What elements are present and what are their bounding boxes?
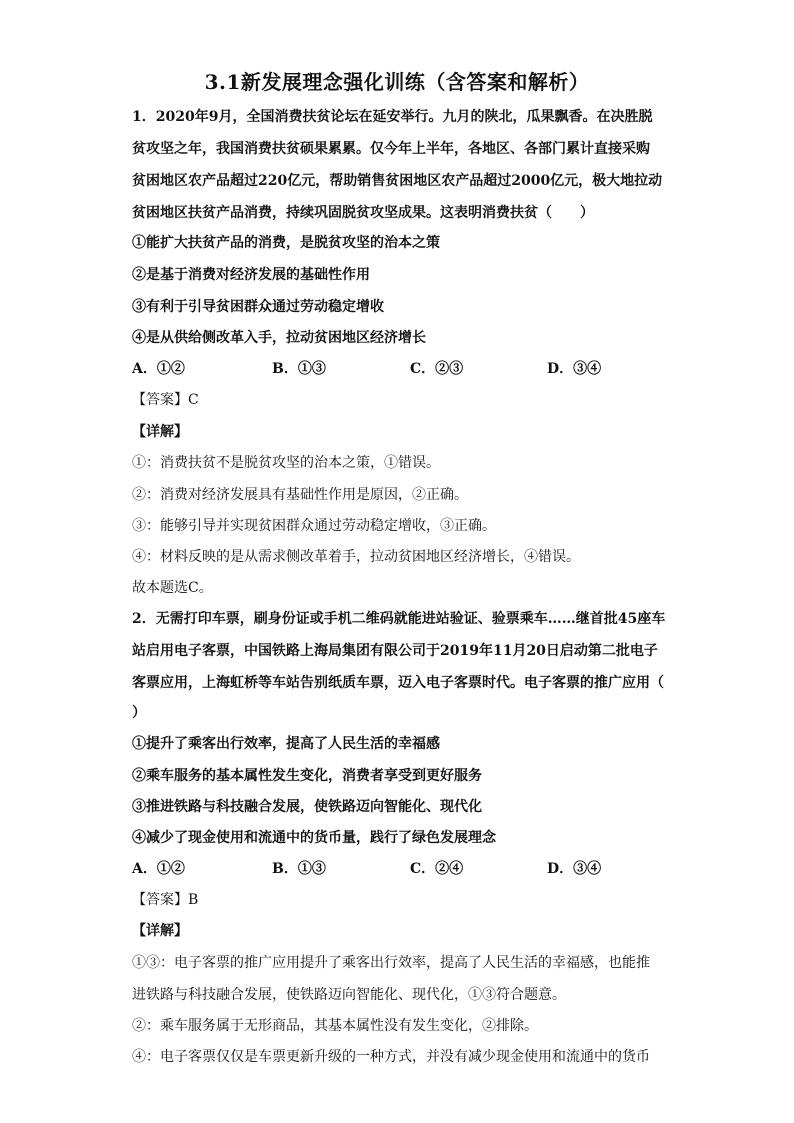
q1-explain-3: ③：能够引导并实现贫困群众通过劳动稳定增收，③正确。 (132, 518, 496, 534)
q1-stem-line-4: 贫困地区扶贫产品消费，持续巩固脱贫攻坚成果。这表明消费扶贫（ ） (132, 205, 594, 221)
q1-item-1: ①能扩大扶贫产品的消费，是脱贫攻坚的治本之策 (132, 235, 440, 251)
q1-explain-5: 故本题选C。 (132, 580, 213, 596)
q1-option-a: A．①② (132, 361, 185, 377)
q1-answer: 【答案】C (132, 392, 199, 408)
q1-explain-2: ②：消费对经济发展具有基础性作用是原因，②正确。 (132, 487, 468, 503)
q2-stem-line-1: 2．无需打印车票，刷身份证或手机二维码就能进站验证、验票乘车……继首批45座车 (132, 611, 666, 627)
q1-option-b: B．①③ (272, 361, 326, 377)
q1-item-4: ④是从供给侧改革入手，拉动贫困地区经济增长 (132, 330, 426, 346)
q2-option-c: C．②④ (410, 861, 464, 877)
q2-option-d: D．③④ (547, 861, 602, 877)
q2-explain-1: ①③：电子客票的推广应用提升了乘客出行效率，提高了人民生活的幸福感，也能推 (132, 955, 650, 971)
q2-option-a: A．①② (132, 861, 185, 877)
q2-item-1: ①提升了乘客出行效率，提高了人民生活的幸福感 (132, 736, 440, 752)
q2-item-2: ②乘车服务的基本属性发生变化，消费者享受到更好服务 (132, 768, 482, 784)
document-title: 3.1新发展理念强化训练（含答案和解析） (204, 70, 590, 94)
q2-item-3: ③推进铁路与科技融合发展，使铁路迈向智能化、现代化 (132, 799, 482, 815)
q1-option-c: C．②③ (410, 361, 464, 377)
q1-stem-line-3: 贫困地区农产品超过220亿元，帮助销售贫困地区农产品超过2000亿元，极大地拉动 (132, 173, 663, 189)
q2-option-b: B．①③ (272, 861, 326, 877)
q1-item-3: ③有利于引导贫困群众通过劳动稳定增收 (132, 299, 384, 315)
q1-item-2: ②是基于消费对经济发展的基础性作用 (132, 267, 370, 283)
q2-explain-3: ②：乘车服务属于无形商品，其基本属性没有发生变化，②排除。 (132, 1018, 538, 1034)
q2-item-4: ④减少了现金使用和流通中的货币量，践行了绿色发展理念 (132, 830, 496, 846)
q1-explain-4: ④：材料反映的是从需求侧改革着手，拉动贫困地区经济增长，④错误。 (132, 549, 580, 565)
q2-explain-4: ④：电子客票仅仅是车票更新升级的一种方式，并没有减少现金使用和流通中的货币 (132, 1049, 650, 1065)
q1-explain-1: ①：消费扶贫不是脱贫攻坚的治本之策，①错误。 (132, 455, 440, 471)
q2-answer: 【答案】B (132, 892, 199, 908)
q2-stem-line-2: 站启用电子客票，中国铁路上海局集团有限公司于2019年11月20日启动第二批电子 (132, 643, 658, 659)
q2-detail-label: 【详解】 (132, 923, 188, 939)
q1-option-d: D．③④ (547, 361, 602, 377)
q2-stem-line-4: ） (132, 705, 146, 721)
q2-stem-line-3: 客票应用，上海虹桥等车站告别纸质车票，迈入电子客票时代。电子客票的推广应用（ (132, 675, 664, 691)
q1-stem-line-2: 贫攻坚之年，我国消费扶贫硕果累累。仅今年上半年，各地区、各部门累计直接采购 (132, 141, 650, 157)
q1-detail-label: 【详解】 (132, 424, 188, 440)
q1-stem-line-1: 1．2020年9月，全国消费扶贫论坛在延安举行。九月的陕北，瓜果飘香。在决胜脱 (132, 109, 653, 125)
q2-explain-2: 进铁路与科技融合发展，使铁路迈向智能化、现代化，①③符合题意。 (132, 987, 566, 1003)
